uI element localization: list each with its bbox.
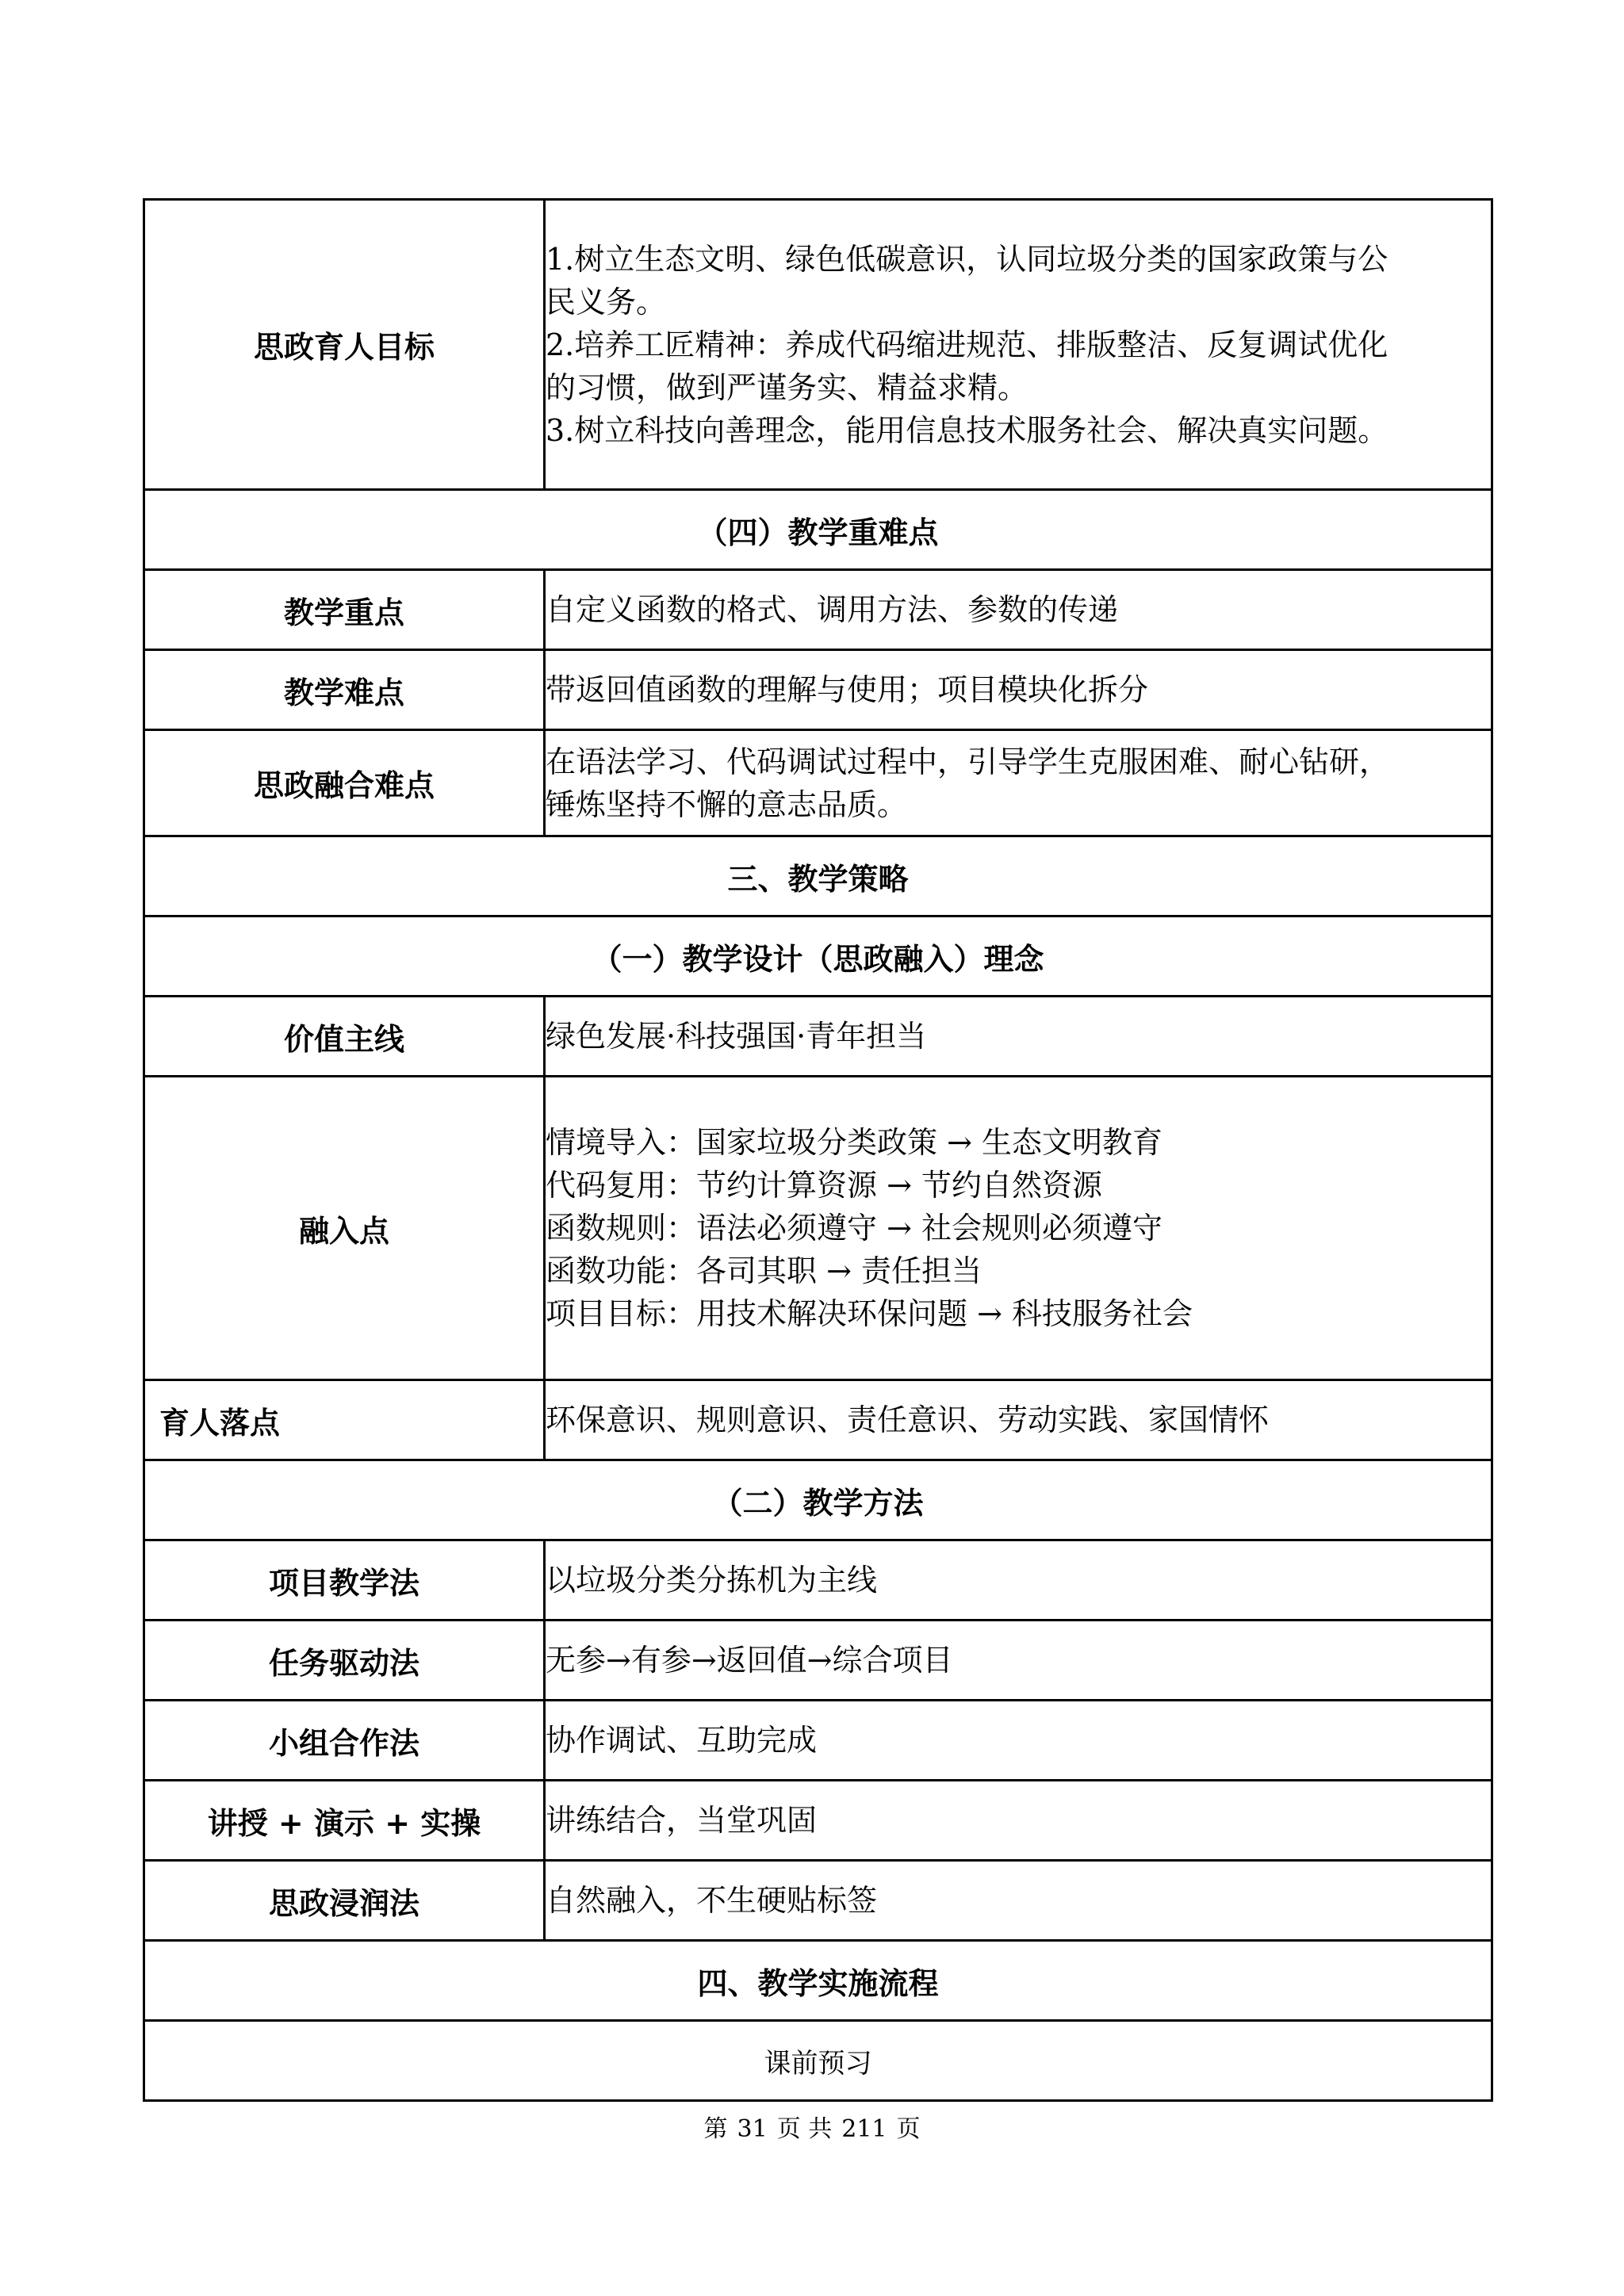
method-value: 无参→有参→返回值→综合项目 [545,1621,1492,1701]
goal-line: 3.树立科技向善理念，能用信息技术服务社会、解决真实问题。 [546,412,1388,448]
table-row [144,200,1492,490]
table-row [144,570,1492,650]
footer-middle: 页 共 [776,2115,833,2143]
footer-suffix: 页 [896,2115,921,2143]
goal-line: 1.树立生态文明、绿色低碳意识，认同垃圾分类的国家政策与公 [546,241,1388,277]
method-label: 思政浸润法 [144,1861,545,1941]
table-row [144,916,1492,997]
table-row [144,1701,1492,1781]
section-heading-key-points: （四）教学重难点 [144,490,1492,570]
table-row [144,2021,1492,2101]
difficult-point-label: 教学难点 [144,650,545,730]
landing-label: 育人落点 [144,1380,545,1460]
section-heading-process: 四、教学实施流程 [144,1941,1492,2021]
document-sheet [143,198,1491,2102]
szdiff-value [545,730,1492,836]
method-label: 任务驱动法 [144,1621,545,1701]
integration-point: 函数功能：各司其职 → 责任担当 [546,1253,982,1288]
table-row [144,1781,1492,1861]
method-label: 小组合作法 [144,1701,545,1781]
value-line-value: 绿色发展·科技强国·青年担当 [545,997,1492,1077]
difficult-point-value: 带返回值函数的理解与使用；项目模块化拆分 [545,650,1492,730]
method-value: 协作调试、互助完成 [545,1701,1492,1781]
table-row [144,997,1492,1077]
integration-point: 代码复用：节约计算资源 → 节约自然资源 [546,1168,1102,1203]
table-row [144,1941,1492,2021]
goal-line: 2.培养工匠精神：养成代码缩进规范、排版整洁、反复调试优化 [546,327,1388,362]
table-row [144,1460,1492,1540]
table-row [144,490,1492,570]
page-footer [0,2109,1624,2144]
table-row [144,836,1492,916]
footer-prefix: 第 [703,2115,728,2143]
footer-total-pages: 211 [841,2115,887,2143]
goal-value [545,200,1492,490]
table-row [144,1621,1492,1701]
section-heading-concept: （一）教学设计（思政融入）理念 [144,916,1492,997]
goal-line: 的习惯，做到严谨务实、精益求精。 [546,369,1028,405]
integration-points-label: 融入点 [144,1077,545,1380]
key-point-value: 自定义函数的格式、调用方法、参数的传递 [545,570,1492,650]
integration-points-value [545,1077,1492,1380]
goal-line: 民义务。 [546,284,667,320]
table-row [144,1540,1492,1621]
table-row [144,650,1492,730]
table-row [144,1380,1492,1460]
pre-class-heading: 课前预习 [144,2021,1492,2101]
section-heading-methods: （二）教学方法 [144,1460,1492,1540]
method-value: 以垃圾分类分拣机为主线 [545,1540,1492,1621]
integration-point: 情境导入：国家垃圾分类政策 → 生态文明教育 [546,1125,1163,1160]
table-row [144,730,1492,836]
footer-page-number: 31 [737,2115,768,2143]
key-point-label: 教学重点 [144,570,545,650]
lesson-plan-table [143,198,1493,2102]
integration-point: 函数规则：语法必须遵守 → 社会规则必须遵守 [546,1211,1163,1246]
szdiff-line: 在语法学习、代码调试过程中，引导学生克服困难、耐心钻研， [546,744,1390,779]
section-heading-strategy: 三、教学策略 [144,836,1492,916]
value-line-label: 价值主线 [144,997,545,1077]
goal-label: 思政育人目标 [144,200,545,490]
szdiff-label: 思政融合难点 [144,730,545,836]
method-label: 讲授 + 演示 + 实操 [144,1781,545,1861]
landing-value: 环保意识、规则意识、责任意识、劳动实践、家国情怀 [545,1380,1492,1460]
integration-point: 项目目标：用技术解决环保问题 → 科技服务社会 [546,1296,1193,1331]
table-row [144,1861,1492,1941]
method-label: 项目教学法 [144,1540,545,1621]
table-row [144,1077,1492,1380]
method-value: 自然融入，不生硬贴标签 [545,1861,1492,1941]
szdiff-line: 锤炼坚持不懈的意志品质。 [546,786,908,822]
method-value: 讲练结合，当堂巩固 [545,1781,1492,1861]
